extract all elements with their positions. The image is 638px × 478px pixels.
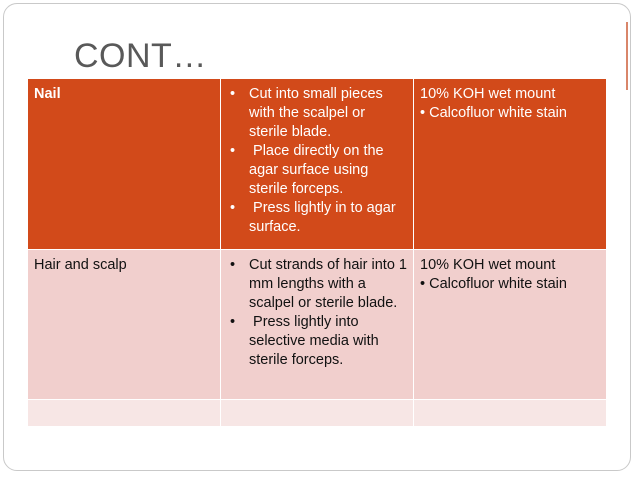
specimen-label: Nail: [34, 86, 61, 102]
step-item: • Place directly on the agar surface using sterile forceps.: [230, 143, 388, 197]
bullet-icon: •: [230, 314, 236, 330]
step-item: • Cut strands of hair into 1 mm lengths with a scalpel or sterile blade.: [230, 257, 407, 311]
bullet-icon: •: [230, 200, 236, 216]
stain-line: 10% KOH wet mount: [420, 257, 556, 273]
bullet-icon: •: [230, 257, 236, 273]
specimen-cell: [28, 250, 221, 400]
empty-cell: [414, 400, 607, 427]
table-row-empty: [28, 400, 607, 427]
step-item: • Press lightly into selective media with sterile forceps.: [230, 314, 383, 368]
empty-cell: [28, 400, 221, 427]
stain-line: • Calcofluor white stain: [420, 105, 567, 121]
bullet-icon: •: [230, 143, 236, 159]
specimen-table: [27, 78, 607, 427]
stain-line: 10% KOH wet mount: [420, 86, 556, 102]
stain-cell: [414, 250, 607, 400]
slide-title: CONT…: [74, 37, 207, 75]
table-row-nail: [28, 79, 607, 250]
steps-list: [227, 85, 407, 237]
table-row-hair-scalp: [28, 250, 607, 400]
bullet-icon: •: [230, 86, 236, 102]
specimen-cell: [28, 79, 221, 250]
specimen-label: Hair and scalp: [34, 257, 127, 273]
stain-line: • Calcofluor white stain: [420, 276, 567, 292]
accent-bar: [626, 22, 628, 90]
steps-cell: [221, 250, 414, 400]
stain-cell: [414, 79, 607, 250]
steps-cell: [221, 79, 414, 250]
step-item: • Press lightly in to agar surface.: [230, 200, 400, 235]
step-item: • Cut into small pieces with the scalpel or sterile blade.: [230, 86, 383, 140]
empty-cell: [221, 400, 414, 427]
steps-list: [227, 256, 407, 370]
